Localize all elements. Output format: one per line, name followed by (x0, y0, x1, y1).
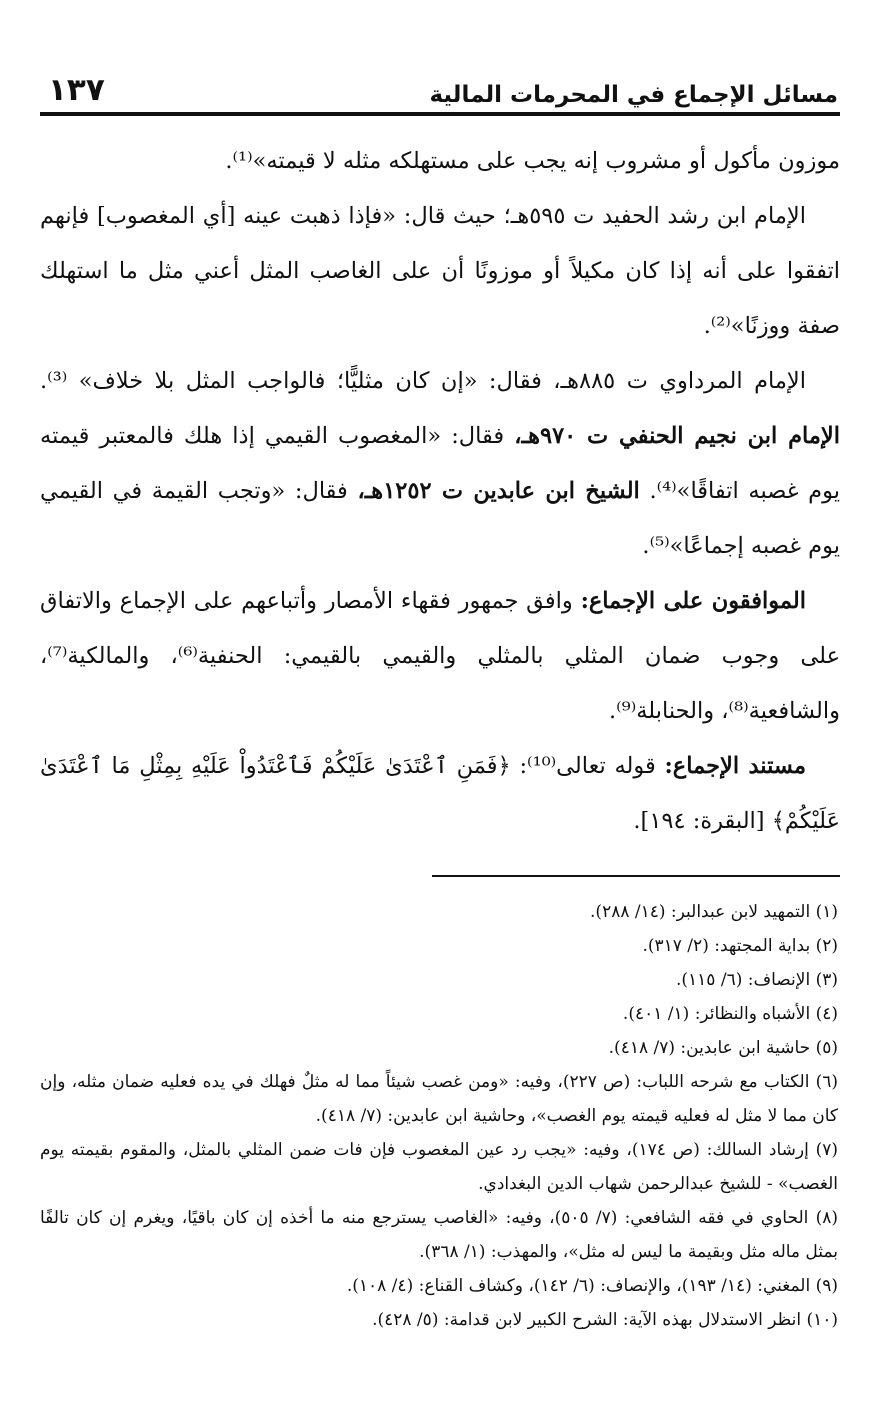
paragraph-2: الإمام ابن رشد الحفيد ت ٥٩٥هـ؛ حيث قال: «فإذا ذهبت عينه [أي المغصوب] فإنهم اتفقوا على أنه إذا كان مكيلاً أو موزونًا أن على الغاصب المثل أعني مثل ما استهلك صفة ووزنًا»⁽²⁾. (40, 203, 840, 339)
paragraph-3-part-c: فقال: «المغصوب القيمي إذا هلك فالمعتبر قيمته يوم غصبه اتفاقًا»⁽⁴⁾. (40, 423, 840, 504)
main-text (40, 134, 840, 849)
paragraph-5 (40, 739, 840, 849)
footnote-4: (٤) الأشباه والنظائر: (١/ ٤٠١). (622, 1004, 838, 1024)
paragraph-3-part-e: فقال: «وتجب القيمة في القيمي يوم غصبه إجماعًا»⁽⁵⁾. (40, 478, 840, 559)
book-page (40, 58, 840, 1337)
footnote-1: (١) التمهيد لابن عبدالبر: (١٤/ ٢٨٨). (590, 902, 838, 922)
section-label-supporters: الموافقون على الإجماع: (580, 588, 806, 614)
paragraph-4 (40, 574, 840, 739)
verse-reference: [البقرة: ١٩٤]. (633, 808, 765, 834)
paragraph-4-text: وافق جمهور فقهاء الأمصار وأتباعهم على الإجماع والاتفاق على وجوب ضمان المثلي بالمثلي والقيمي بالقيمي: الحنفية⁽⁶⁾، والمالكية⁽⁷⁾، والشافعية⁽⁸⁾، والحنابلة⁽⁹⁾. (40, 588, 841, 724)
footnote-5: (٥) حاشية ابن عابدين: (٧/ ٤١٨). (608, 1038, 838, 1058)
section-label-basis: مستند الإجماع: (664, 753, 806, 779)
page-header (40, 58, 840, 116)
scholar-name-ibn-nujaym: الإمام ابن نجيم الحنفي ت ٩٧٠هـ، (514, 423, 840, 449)
page-number: ١٣٧ (48, 72, 105, 108)
footnote-9: (٩) المغني: (١٤/ ١٩٣)، والإنصاف: (٦/ ١٤٢)، وكشاف القناع: (٤/ ١٠٨). (346, 1276, 838, 1296)
footnote-divider (432, 875, 840, 877)
footnote-6: (٦) الكتاب مع شرحه اللباب: (ص ٢٢٧)، وفيه: «ومن غصب شيئاً مما له مثلٌ فهلك في يده فعليه ضمان مثله، وإن كان مما لا مثل له فعليه قيمته يوم الغصب»، وحاشية ابن عابدين: (٧/ ٤١٨). (40, 1072, 838, 1126)
footnote-8: (٨) الحاوي في فقه الشافعي: (٧/ ٥٠٥)، وفيه: «الغاصب يسترجع منه ما أخذه إن كان باقيًا، ويغرم إن كان تالفًا بمثل ماله مثل وبقيمة ما ليس له مثل»، والمهذب: (١/ ٣٦٨). (40, 1208, 838, 1262)
footnote-7: (٧) إرشاد السالك: (ص ١٧٤)، وفيه: «يجب رد عين المغصوب فإن فات ضمن المثلي بالمثل، والمقوم بقيمته يوم الغصب» - للشيخ عبدالرحمن شهاب الدين البغدادي. (40, 1140, 838, 1194)
paragraph-5-intro: قوله تعالى⁽¹⁰⁾: (519, 753, 656, 779)
quran-verse: ﴿فَمَنِ ٱعْتَدَىٰ عَلَيْكُمْ فَٱعْتَدُواْ عَلَيْهِ بِمِثْلِ مَا ٱعْتَدَىٰ عَلَيْكُمْ﴾ (40, 753, 840, 834)
paragraph-3 (40, 354, 840, 574)
footnote-10: (١٠) انظر الاستدلال بهذه الآية: الشرح الكبير لابن قدامة: (٥/ ٤٢٨). (372, 1310, 838, 1330)
running-title: مسائل الإجماع في المحرمات المالية (429, 82, 838, 108)
paragraph-1: موزون مأكول أو مشروب إنه يجب على مستهلكه مثله لا قيمته»⁽¹⁾. (225, 148, 840, 174)
footnote-3: (٣) الإنصاف: (٦/ ١١٥). (675, 970, 838, 990)
paragraph-3-part-a: الإمام المرداوي ت ٨٨٥هـ، فقال: «إن كان مثليًّا؛ فالواجب المثل بلا خلاف» ⁽³⁾. (40, 368, 806, 394)
scholar-name-ibn-abidin: الشيخ ابن عابدين ت ١٢٥٢هـ، (357, 478, 640, 504)
footnote-2: (٢) بداية المجتهد: (٢/ ٣١٧). (642, 936, 838, 956)
footnotes (40, 895, 840, 1337)
